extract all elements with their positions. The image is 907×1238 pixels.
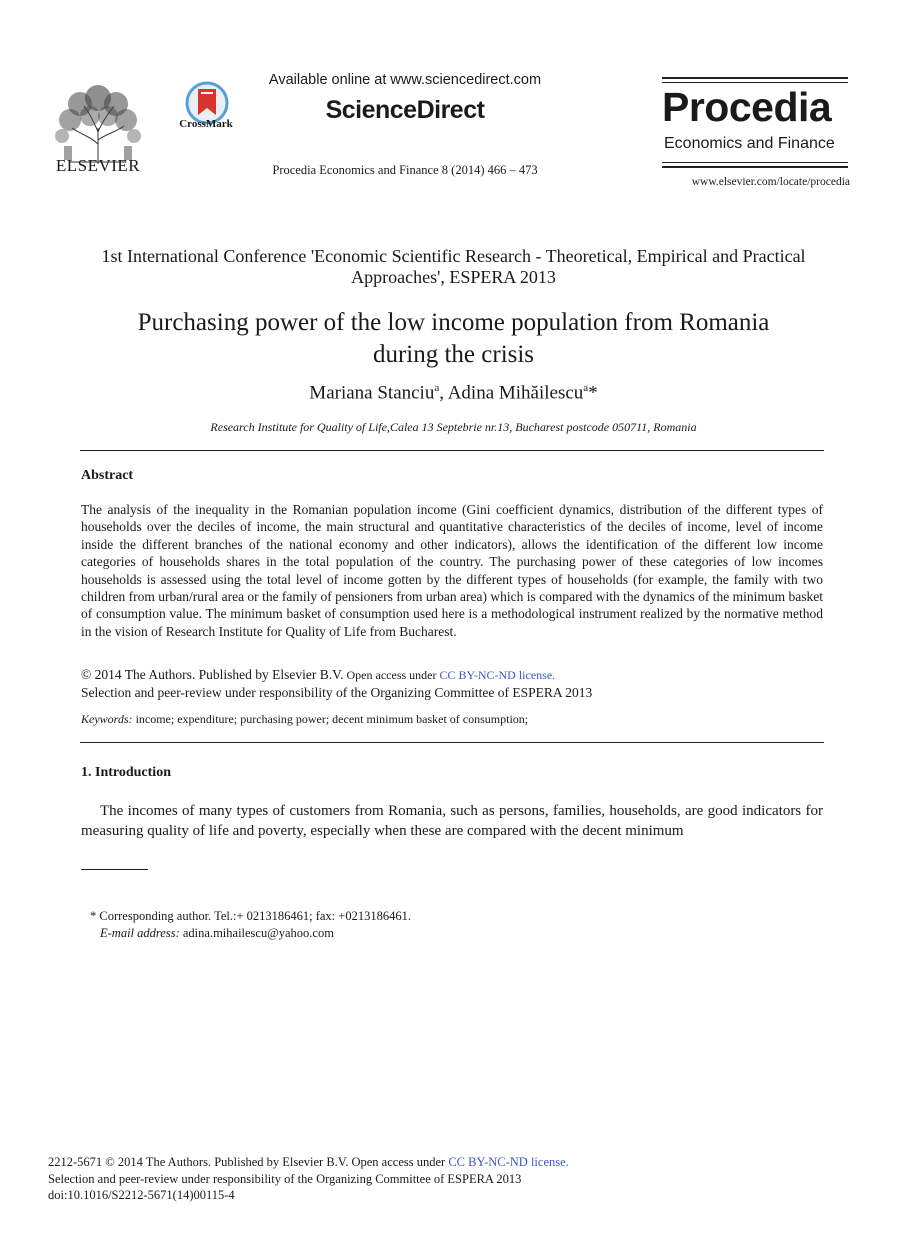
procedia-rule — [662, 77, 848, 79]
procedia-rule — [662, 82, 848, 83]
footer-doi[interactable]: doi:10.1016/S2212-5671(14)00115-4 — [48, 1188, 235, 1202]
copyright-line — [81, 666, 823, 684]
introduction-paragraph: The incomes of many types of customers from Romania, such as persons, families, households, are good indicators for measuring quality of life and poverty, especially when these are compared with the decent minimum — [81, 803, 823, 839]
paper-title — [60, 307, 847, 371]
copyright-block — [81, 666, 823, 701]
footer-peer-review: Selection and peer-review under responsibility of the Organizing Committee of ESPERA 2013 — [48, 1172, 522, 1186]
corresponding-marker: * — [588, 382, 598, 404]
copyright-text: © 2014 The Authors. Published by Elsevier B.V. — [81, 667, 344, 682]
affiliation-marker: a — [434, 382, 440, 394]
author-list — [60, 382, 847, 404]
keywords-label: Keywords: — [81, 712, 133, 726]
procedia-logo: Procedia — [662, 84, 832, 130]
conference-line: Approaches', ESPERA 2013 — [351, 267, 556, 287]
procedia-rule — [662, 162, 848, 163]
footnote-rule — [81, 869, 148, 870]
conference-line: 1st International Conference 'Economic Scientific Research - Theoretical, Empirical and Practical — [101, 246, 806, 266]
abstract-text: The analysis of the inequality in the Romanian population income (Gini coefficient dynamics, distribution of the different types of households over the deciles of income, the main structural and quantitative characteristics of the deciles of income, level of income inside the different branches of the national economy and other indicators), allows the identification of the different low income categories of households shares in the total population of the country. The purchasing power of these categories of low incomes households is assessed using the total level of income gotten by the different types of households (for example, the family with two children from urban/rural area or the family of pensioners from urban area) which is compared with the dynamics of the minimum basket of consumption value. The minimum basket of consumption used here is a methodological instrument realized by the normative method in the vision of Research Institute for Quality of Life from Bucharest. — [81, 502, 823, 639]
keywords-list: income; expenditure; purchasing power; decent minimum basket of consumption; — [132, 712, 529, 726]
crossmark-label: CrossMark — [179, 118, 233, 130]
journal-citation: Procedia Economics and Finance 8 (2014) 466 – 473 — [272, 163, 538, 177]
author-name: Mariana Stanciu — [309, 382, 435, 404]
open-access-text: Open access under — [343, 668, 440, 682]
procedia-subtitle: Economics and Finance — [664, 135, 835, 152]
affiliation-marker: a — [583, 382, 589, 394]
email-address[interactable]: adina.mihailescu@yahoo.com — [179, 926, 334, 940]
email-label: E-mail address: — [100, 926, 180, 940]
procedia-rule — [662, 166, 848, 168]
section-heading-introduction: 1. Introduction — [81, 765, 171, 780]
title-line: during the crisis — [372, 341, 535, 368]
author-separator: , — [439, 382, 448, 404]
peer-review-line: Selection and peer-review under responsibility of the Organizing Committee of ESPERA 2013 — [81, 685, 593, 700]
conference-name — [60, 246, 847, 288]
email-note — [100, 926, 334, 941]
section-divider — [80, 742, 824, 743]
title-line: Purchasing power of the low income population from Romania — [137, 309, 770, 336]
sciencedirect-logo: ScienceDirect — [325, 96, 485, 124]
keywords-line — [81, 712, 823, 727]
section-divider — [80, 450, 824, 451]
available-online-text[interactable]: Available online at www.sciencedirect.com — [268, 72, 542, 88]
license-link[interactable]: CC BY-NC-ND license. — [439, 668, 556, 682]
affiliation: Research Institute for Quality of Life,Calea 13 Septebrie nr.13, Bucharest postcode 050711, Romania — [210, 420, 697, 434]
corresponding-author-note: * Corresponding author. Tel.:+ 0213186461; fax: +0213186461. — [90, 909, 411, 923]
author-name: Adina Mihăilescu — [447, 382, 584, 404]
footer-license-link[interactable]: CC BY-NC-ND license. — [448, 1155, 569, 1169]
footer-copyright: 2212-5671 © 2014 The Authors. Published by Elsevier B.V. Open access under — [48, 1155, 449, 1169]
footer-issn-line — [48, 1155, 569, 1170]
abstract-heading: Abstract — [81, 468, 134, 483]
journal-url[interactable]: www.elsevier.com/locate/procedia — [691, 176, 850, 188]
elsevier-wordmark: ELSEVIER — [55, 156, 141, 175]
